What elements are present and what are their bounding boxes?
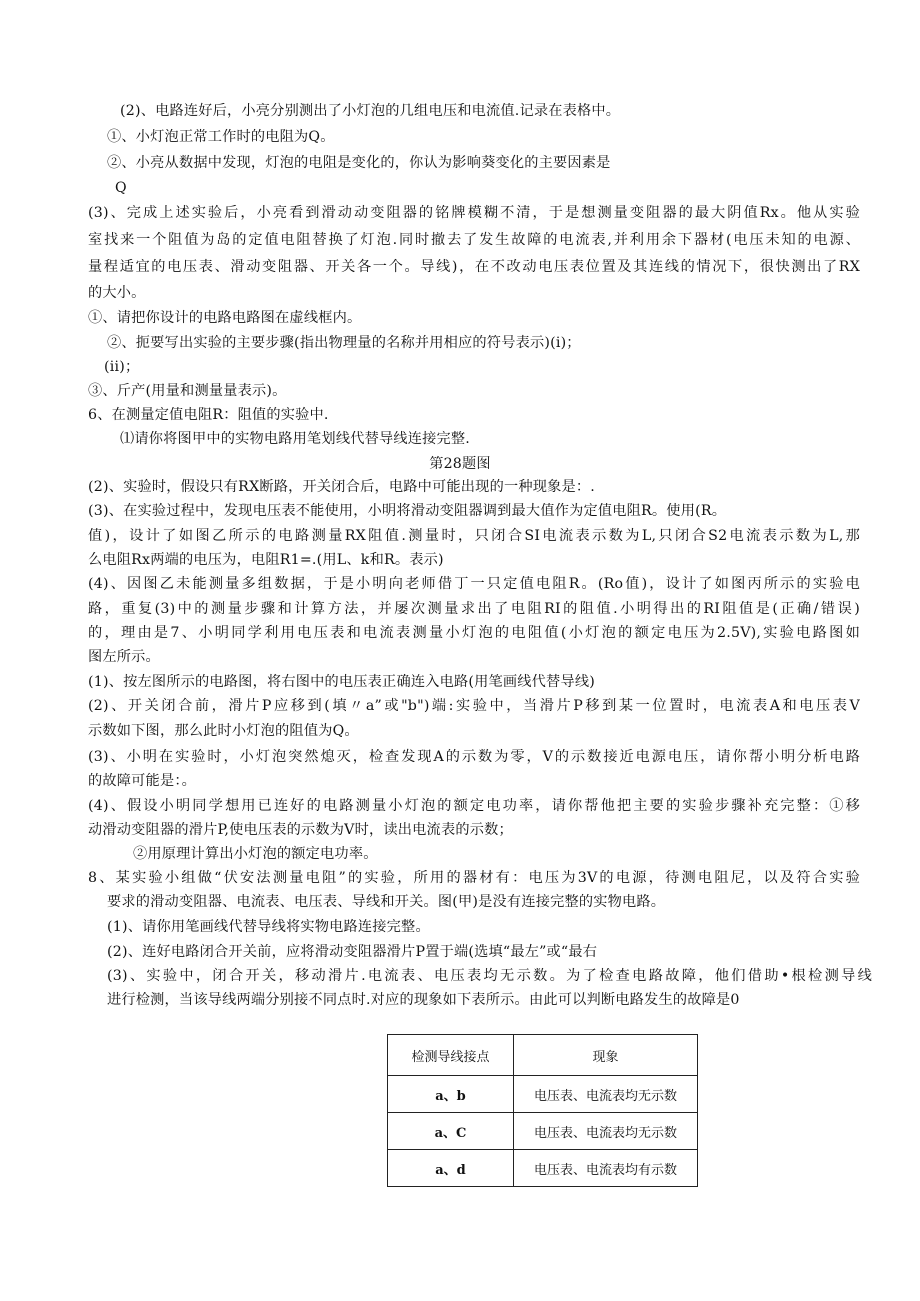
paragraph-line: (3)、在实验过程中，发现电压表不能使用，小明将滑动变阻器调到最大值作为定值电阻R。使用(R。 [88,503,727,519]
paragraph-line: 8、某实验小组做“伏安法测量电阻”的实验，所用的器材有：电压为3V的电源，待测电阻尼，以及符合实验 [88,870,860,886]
paragraph-line: 动滑动变阻器的滑片P,使电压表的示数为V时，读出电流表的示数； [88,822,513,838]
paragraph-line: 量程适宜的电压表、滑动变阻器、开关各一个。导线)，在不改动电压表位置及其连线的情况下，很快测出了RX [88,259,860,275]
paragraph-line: 路，重复(3)中的测量步骤和计算方法，并屡次测量求出了电阻RI的阻值.小明得出的RI阻值是(正确/错误) [88,601,860,617]
cell-point: a、d [388,1150,514,1187]
paragraph-line: (4)、假设小明同学想用已连好的电路测量小灯泡的额定电功率，请你帮他把主要的实验步骤补充完整：①移 [88,798,860,814]
table-header-row [388,1035,698,1076]
paragraph-line: ③、斤产(用量和测量量表示)。 [88,383,287,399]
paragraph-line: (ii)； [104,359,140,375]
paragraph-line: ②、小亮从数据中发现，灯泡的电阻是变化的，你认为影响葵变化的主要因素是 [107,155,611,171]
cell-phenomenon: 电压表、电流表均无示数 [514,1113,698,1150]
paragraph-line: 的大小。 [88,285,146,301]
paragraph-line: 的故障可能是：。 [88,773,197,789]
paragraph-line: (3)、小明在实验时，小灯泡突然熄灭，检查发现A的示数为零，V的示数接近电源电压，请你帮小明分析电路 [88,749,860,765]
paragraph-line: 值)，设计了如图乙所示的电路测量RX阻值.测量时，只闭合SI电流表示数为L,只闭合S2电流表示数为L,那 [88,528,860,544]
paragraph-line: (1)、请你用笔画线代替导线将实物电路连接完整。 [107,919,430,935]
paragraph-line: ⑴请你将图甲中的实物电路用笔划线代替导线连接完整. [120,431,471,447]
paragraph-line: Q [115,180,127,196]
paragraph-line: (1)、按左图所示的电路图，将右图中的电压表正确连入电路(用笔画线代替导线) [88,674,595,690]
header-cell-point: 检测导线接点 [388,1035,514,1076]
paragraph-line: (2)、连好电路闭合开关前，应将滑动变阻器滑片P置于端(选填“最左”或“最右 [107,944,598,960]
paragraph-line: ①、请把你设计的电路电路图在虚线框内。 [88,310,362,326]
table-row [388,1113,698,1150]
detection-table [387,1034,698,1187]
paragraph-line: 要求的滑动变阻器、电流表、电压表、导线和开关。图(甲)是没有连接完整的实物电路。 [107,894,666,910]
paragraph-line: 么电阻Rx两端的电压为，电阻R1=.(用L、k和R。表示) [88,552,444,568]
figure-caption: 第28题图 [429,456,491,472]
paragraph-line: 6、在测量定值电阻R：阻值的实验中. [88,407,329,423]
cell-phenomenon: 电压表、电流表均无示数 [514,1076,698,1113]
paragraph-line: (4)、因图乙未能测量多组数据，于是小明向老师借丁一只定值电阻R。(Ro值)，设计了如图丙所示的实验电 [88,576,860,592]
paragraph-line: 室找来一个阻值为岛的定值电阻替换了灯泡.同时撤去了发生故障的电流表,并利用余下器材(电压未知的电源、 [88,232,860,248]
paragraph-line: 示数如下图，那么此时小灯泡的阻值为Q。 [88,723,359,739]
paragraph-line: ②、扼要写出实验的主要步骤(指出物理量的名称并用相应的符号表示)(i)； [107,335,581,351]
header-cell-phenomenon: 现象 [514,1035,698,1076]
paragraph-line: (3)、完成上述实验后，小亮看到滑动动变阻器的铭牌模糊不清，于是想测量变阻器的最大阴值Rx。他从实验 [88,205,860,221]
paragraph-line: ②用原理计算出小灯泡的额定电功率。 [133,846,378,862]
paragraph-line: ①、小灯泡正常工作时的电阻为Q。 [107,129,335,145]
cell-point: a、b [388,1076,514,1113]
cell-phenomenon: 电压表、电流表均有示数 [514,1150,698,1187]
table-row [388,1150,698,1187]
paragraph-line: (2)、开关闭合前，滑片P应移到(填〃a”或"b")端:实验中，当滑片P移到某一位置时，电流表A和电压表V [88,698,860,714]
paragraph-line: (2)、电路连好后，小亮分别测出了小灯泡的几组电压和电流值.记录在表格中。 [120,103,621,119]
paragraph-line: 图左所示。 [88,649,160,665]
paragraph-line: 的，理由是7、小明同学利用电压表和电流表测量小灯泡的电阻值(小灯泡的额定电压为2.5V),实验电路图如 [88,625,860,641]
table-row [388,1076,698,1113]
cell-point: a、C [388,1113,514,1150]
paragraph-line: (3)、实验中，闭合开关，移动滑片.电流表、电压表均无示数。为了检查电路故障，他们借助•根检测导线 [107,968,872,984]
paragraph-line: (2)、实验时，假设只有RX断路，开关闭合后，电路中可能出现的一种现象是：. [88,479,595,495]
paragraph-line: 进行检测，当该导线两端分别接不同点时.对应的现象如下表所示。由此可以判断电路发生的故障是0 [107,992,740,1008]
